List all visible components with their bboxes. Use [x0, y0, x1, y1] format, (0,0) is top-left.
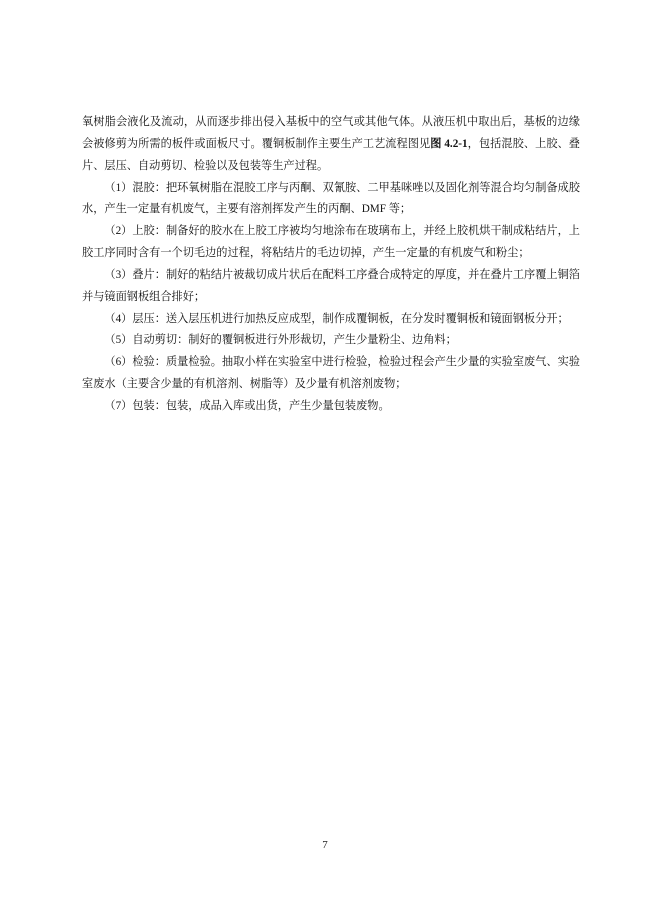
paragraph-text: 氧树脂会液化及流动，从而逐步排出侵入基板中的空气或其他气体。从液压机中取出后，基板的边缘会被修剪为所需的板件或面板尺寸。覆铜板制作主要生产工艺流程图见 [82, 116, 580, 150]
document-paragraph [82, 352, 580, 396]
page-number-footer: 7 [322, 839, 328, 851]
document-paragraph [82, 265, 580, 309]
figure-reference: 图 4.2-1 [430, 137, 468, 150]
paragraph-text: （5）自动剪切：制好的覆铜板进行外形裁切，产生少量粉尘、边角料； [104, 334, 457, 347]
paragraph-text: （2）上胶：制备好的胶水在上胶工序被均匀地涂布在玻璃布上，并经上胶机烘干制成粘结片，上胶工序同时含有一个切毛边的过程，将粘结片的毛边切掉，产生一定量的有机废气和粉尘； [82, 225, 580, 260]
document-paragraph [82, 112, 580, 178]
document-paragraph [82, 396, 580, 418]
paragraph-text: （3）叠片：制好的粘结片被裁切成片状后在配料工序叠合成特定的厚度，并在叠片工序覆上铜箔并与镜面钢板组合排好； [82, 268, 580, 303]
paragraph-text: ，包括混胶、上胶、叠片、层压、自动剪切、检验以及包装等生产过程。 [82, 137, 580, 172]
paragraph-text: （4）层压：送入层压机进行加热反应成型，制作成覆铜板，在分发时覆铜板和镜面钢板分开； [104, 312, 569, 325]
document-paragraph [82, 178, 580, 222]
document-paragraph [82, 221, 580, 265]
paragraph-text: （7）包装：包装，成品入库或出货，产生少量包装废物。 [104, 399, 390, 412]
document-body [82, 112, 580, 418]
paragraph-text: （6）检验：质量检验。抽取小样在实验室中进行检验，检验过程会产生少量的实验室废气、实验室废水（主要含少量的有机溶剂、树脂等）及少量有机溶剂废物； [82, 356, 580, 391]
document-paragraph [82, 330, 580, 352]
document-paragraph [82, 309, 580, 331]
paragraph-text: （1）混胶：把环氧树脂在混胶工序与丙酮、双氰胺、二甲基咪唑以及固化剂等混合均匀制备成胶水，产生一定量有机废气，主要有溶剂挥发产生的丙酮、DMF 等； [82, 181, 580, 216]
